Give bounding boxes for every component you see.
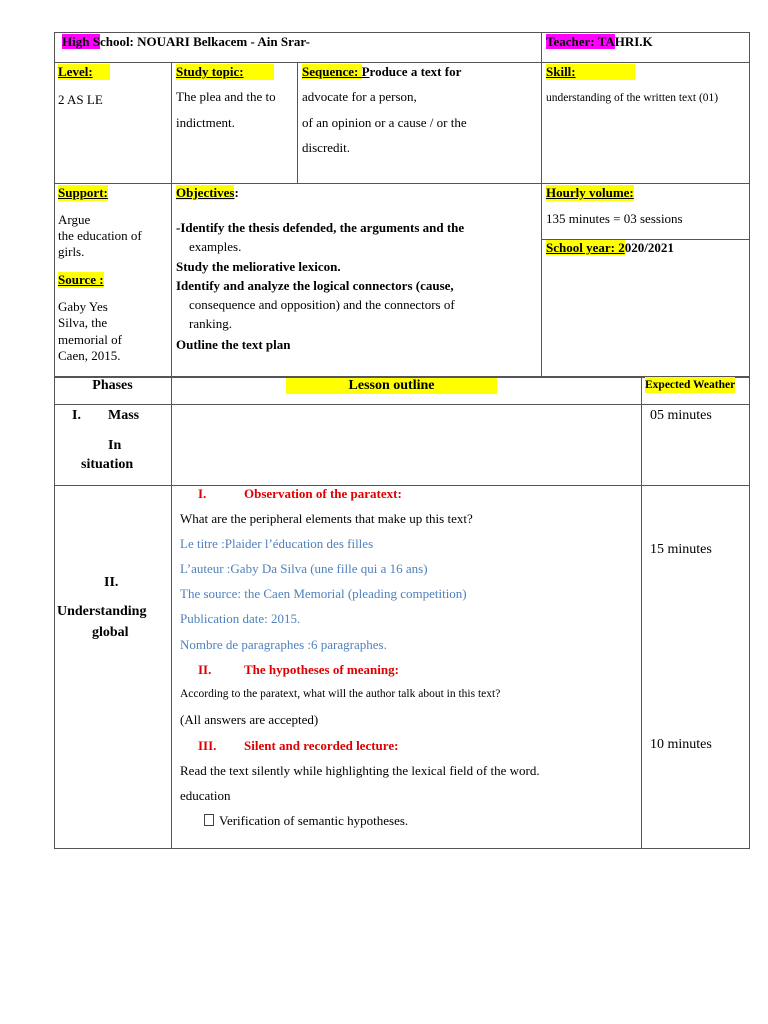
rule [54,404,750,405]
section-title: Silent and recorded lecture: [244,738,399,753]
section-title: The hypotheses of meaning: [244,662,399,677]
rule [54,183,750,184]
study-topic-line: The plea and the to [176,89,276,104]
verification-item: Verification of semantic hypotheses. [204,813,408,829]
level-label: Level: [58,64,110,80]
paratext-item: Le titre :Plaider l’éducation des filles [180,536,374,551]
school-year: School year: 2020/2021 [546,240,674,255]
source-line: Gaby Yes [58,299,108,314]
source-label: Source : [58,272,104,287]
objective-item: Outline the text plan [176,337,291,352]
phase-number: II. [104,575,119,590]
level-value: 2 AS LE [58,92,103,107]
skill-label: Skill: [546,64,635,80]
phase-name: In [108,438,122,453]
section-number: I. [198,486,207,501]
instruction-text: Read the text silently while highlighting the lexical field of the word. [180,763,540,778]
objective-item: Identify and analyze the logical connectors (cause, [176,278,454,293]
rule [641,376,642,849]
source-line: Caen, 2015. [58,348,121,363]
question-text: What are the peripheral elements that make up this text? [180,511,473,526]
phase-name: situation [81,457,134,472]
sequence-title: Sequence: Produce a text for [302,64,462,79]
objective-item: examples. [189,239,242,254]
objective-item: consequence and opposition) and the connectors of [189,297,455,312]
header-table [54,32,750,378]
skill-value: understanding of the written text (01) [546,92,719,104]
rule [171,376,172,849]
sequence-line: discredit. [302,140,351,155]
section-title: Observation of the paratext: [244,486,402,501]
study-topic-line: indictment. [176,115,235,130]
rule [171,62,172,378]
paratext-item: The source: the Caen Memorial (pleading competition) [180,586,467,601]
instruction-text: education [180,788,231,803]
bullet-icon [204,814,214,826]
phase-number: I. [72,408,81,423]
support-line: girls. [58,244,85,259]
source-line: memorial of [58,332,122,347]
school-name: High School: NOUARI Belkacem - Ain Srar- [62,34,310,49]
phase-name: Mass [108,408,140,423]
phase-name: Understanding [57,604,147,619]
question-text: According to the paratext, what will the author talk about in this text? [180,688,501,700]
hourly-volume-label: Hourly volume: [546,185,634,200]
source-line: Silva, the [58,315,108,330]
paratext-item: Nombre de paragraphes :6 paragraphes. [180,637,387,652]
paratext-item: Publication date: 2015. [180,611,301,626]
phase-time: 10 minutes [650,737,712,752]
expected-header: Expected Weather [645,379,736,391]
support-line: Argue [58,212,91,227]
rule [541,32,542,378]
outline-header: Lesson outline [286,378,497,394]
teacher-name: Teacher: TAHRI.K [546,34,653,49]
hourly-volume-value: 135 minutes = 03 sessions [546,211,683,226]
support-label: Support: [58,185,108,200]
section-number: II. [198,662,212,677]
objectives-label: Objectives: [176,185,239,200]
phases-header: Phases [92,378,133,393]
objective-item: ranking. [189,316,232,331]
study-topic-label: Study topic: [176,64,274,80]
objective-item: -Identify the thesis defended, the arguments and the [176,220,465,235]
phase-time: 05 minutes [650,408,712,423]
support-line: the education of [58,228,142,243]
phase-name: global [92,625,129,640]
answers-note: (All answers are accepted) [180,712,319,727]
objective-item: Study the meliorative lexicon. [176,259,341,274]
phase-time: 15 minutes [650,542,712,557]
section-number: III. [198,738,217,753]
sequence-line: of an opinion or a cause / or the [302,115,467,130]
rule [54,485,750,486]
rule [297,62,298,183]
rule [54,62,750,63]
paratext-item: L’auteur :Gaby Da Silva (une fille qui a 16 ans) [180,561,428,576]
sequence-line: advocate for a person, [302,89,417,104]
